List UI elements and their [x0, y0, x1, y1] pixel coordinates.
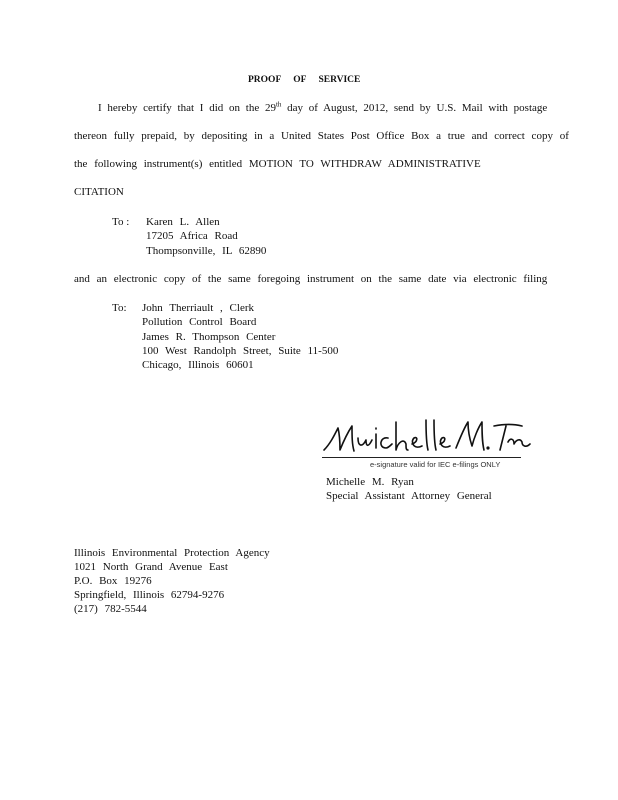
esignature-note: e-signature valid for IEC e-filings ONLY	[370, 460, 501, 469]
agency-city: Springfield, Illinois 62794-9276	[74, 589, 225, 601]
signature-block	[318, 414, 533, 470]
to-label-2: To:	[112, 302, 127, 314]
handwritten-signature	[318, 414, 533, 458]
recipient2-city: Chicago, Illinois 60601	[142, 359, 254, 371]
agency-phone: (217) 782-5544	[74, 603, 147, 615]
electronic-filing-line: and an electronic copy of the same foregoing instrument on the same date via electronic filing	[74, 273, 548, 285]
body-line-4: CITATION	[74, 186, 124, 198]
recipient2-building: James R. Thompson Center	[142, 331, 276, 343]
signer-name: Michelle M. Ryan	[326, 476, 414, 488]
recipient1-name: Karen L. Allen	[146, 216, 220, 228]
agency-name: Illinois Environmental Protection Agency	[74, 547, 270, 559]
body-line-2: thereon fully prepaid, by depositing in a United States Post Office Box a true and correct copy of	[74, 130, 569, 142]
to-label-1: To :	[112, 216, 130, 228]
body-line-1: I hereby certify that I did on the 29th day of August, 2012, send by U.S. Mail with postage	[98, 100, 548, 114]
recipient1-city: Thompsonville, IL 62890	[146, 245, 267, 257]
recipient2-name: John Therriault , Clerk	[142, 302, 254, 314]
recipient2-street: 100 West Randolph Street, Suite 11-500	[142, 345, 339, 357]
recipient1-street: 17205 Africa Road	[146, 230, 238, 242]
agency-po-box: P.O. Box 19276	[74, 575, 152, 587]
page-title: PROOF OF SERVICE	[248, 75, 361, 85]
agency-street: 1021 North Grand Avenue East	[74, 561, 228, 573]
body-line-3: the following instrument(s) entitled MOTION TO WITHDRAW ADMINISTRATIVE	[74, 158, 481, 170]
recipient2-org: Pollution Control Board	[142, 316, 257, 328]
signer-title: Special Assistant Attorney General	[326, 490, 492, 502]
